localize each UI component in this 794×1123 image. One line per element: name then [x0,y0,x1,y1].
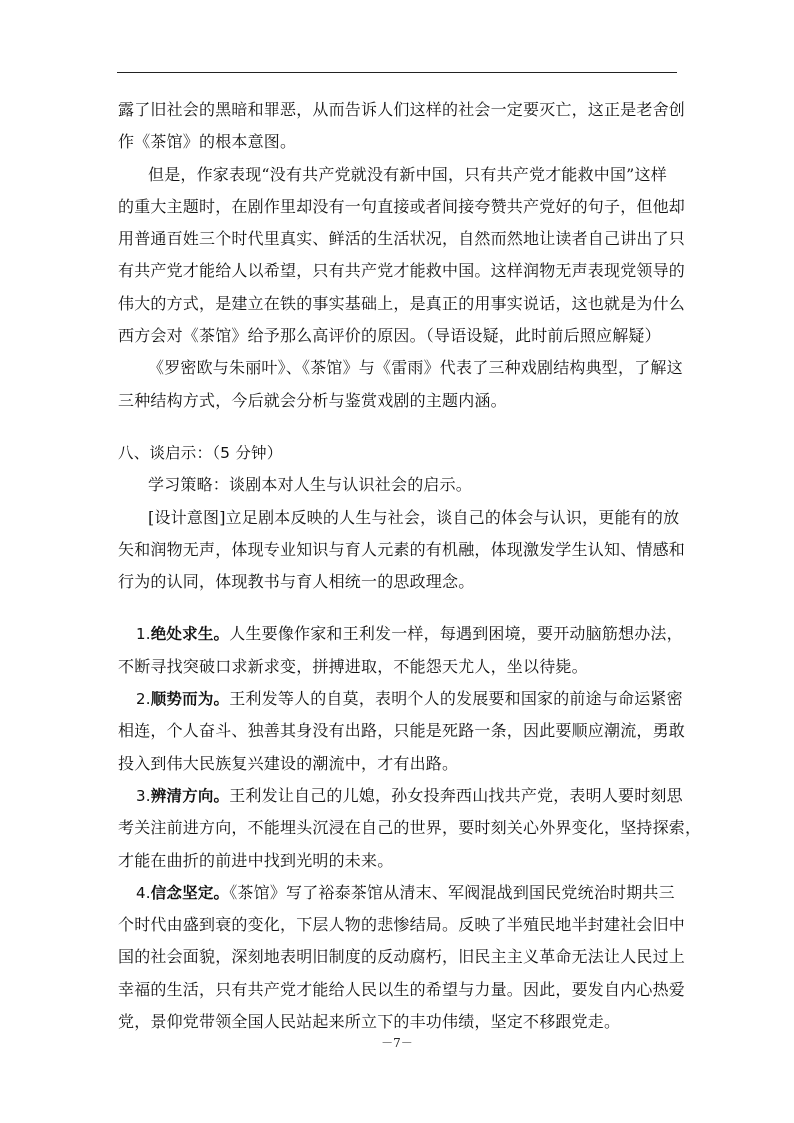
text-line: 《罗密欧与朱丽叶》、《茶馆》与《雷雨》代表了三种戏剧结构典型，了解这 [148,358,683,378]
text-line: 不断寻找突破口求新求变，拼搏进取，不能怨天尤人，坐以待毙。 [118,656,588,676]
text-line: 用普通百姓三个时代里真实、鲜活的生活状况，自然而然地让读者自己讲出了只 [118,229,686,249]
text-line: 相连，个人奋斗、独善其身没有出路，只能是死路一条，因此要顺应潮流，勇敢 [118,721,686,741]
document-body [118,94,702,1038]
text-line: 露了旧社会的黑暗和罪恶，从而告诉人们这样的社会一定要灭亡，这正是老舍创 [118,100,686,119]
item-text: 《茶馆》写了裕泰茶馆从清末、军阀混战到国民党统治时期共三 [229,882,675,902]
list-item-first-line [118,877,684,909]
text-line: 三种结构方式，今后就会分析与鉴赏戏剧的主题内涵。 [118,390,507,410]
list-item [118,618,684,683]
list-item [118,877,684,1038]
section-8 [118,437,684,598]
text-line: 伟大的方式，是建立在铁的事实基础上，是真正的用事实说话，这也就是为什么 [118,293,686,313]
paragraph-theme [118,159,684,353]
item-number: 2. [136,690,151,709]
text-line: 矢和润物无声，体现专业知识与育人元素的有机融，体现激发学生认知、情感和 [118,539,686,559]
list-item-first-line [118,618,684,650]
item-number: 1. [136,625,151,644]
text-line: 但是，作家表现“没有共产党就没有新中国，只有共产党才能救中国”这样 [148,164,667,184]
text-line: 有共产党才能给人以希望，只有共产党才能救中国。这样润物无声表现党领导的 [118,261,686,281]
item-text: 王利发等人的自莫，表明个人的发展要和国家的前途与命运紧密 [229,689,683,709]
item-keyword: 绝处求生。 [150,625,230,644]
list-item [118,683,684,780]
text-line: 国的社会面貌，深刻地表明旧制度的反动腐朽，旧民主主义革命无法让人民过上 [118,947,686,967]
text-line: [设计意图]立足剧本反映的人生与社会，谈自己的体会与认识，更能有的放 [148,507,680,527]
item-keyword: 信念坚定。 [150,883,230,902]
section-heading: 八、谈启示：（5 分钟） [118,443,283,462]
text-line: 幸福的生活，只有共产党才能给人民以生的希望与力量。因此，要发自内心热爱 [118,979,686,999]
item-text: 王利发让自己的儿媳，孙女投奔西山找共产党，表明人要时刻思 [229,785,683,805]
header-rule [117,72,677,73]
item-number: 3. [136,786,151,805]
list-item-first-line [118,683,684,715]
item-keyword: 顺势而为。 [150,690,230,709]
paragraph-structures [118,352,684,417]
item-keyword: 辨清方向。 [150,786,230,805]
text-line: 才能在曲折的前进中找到光明的未来。 [118,850,394,870]
list-item [118,780,702,877]
text-line: 作《茶馆》的根本意图。 [118,132,297,152]
text-line: 考关注前进方向，不能埋头沉浸在自己的世界，要时刻关心外界变化，坚持探索， [118,818,702,838]
paragraph-continuation [118,94,684,159]
page-number: －7－ [381,1036,413,1050]
learning-strategy: 学习策略：谈剧本对人生与认识社会的启示。 [148,475,473,495]
item-number: 4. [136,883,151,902]
text-line: 行为的认同，体现教书与育人相统一的思政理念。 [118,572,475,592]
text-line: 的重大主题时，在剧作里却没有一句直接或者间接夸赞共产党好的句子，但他却 [118,196,686,216]
text-line: 投入到伟大民族复兴建设的潮流中，才有出路。 [118,753,459,773]
item-text: 人生要像作家和王利发一样，每遇到困境，要开动脑筋想办法， [229,624,683,644]
insight-list [118,618,702,1038]
text-line: 党，景仰党带领全国人民站起来所立下的丰功伟绩，坚定不移跟党走。 [118,1012,621,1032]
list-item-first-line [118,780,684,812]
text-line: 西方会对《茶馆》给予那么高评价的原因。（导语设疑，此时前后照应解疑） [118,326,661,346]
text-line: 个时代由盛到衰的变化，下层人物的悲惨结局。反映了半殖民地半封建社会旧中 [118,915,686,935]
